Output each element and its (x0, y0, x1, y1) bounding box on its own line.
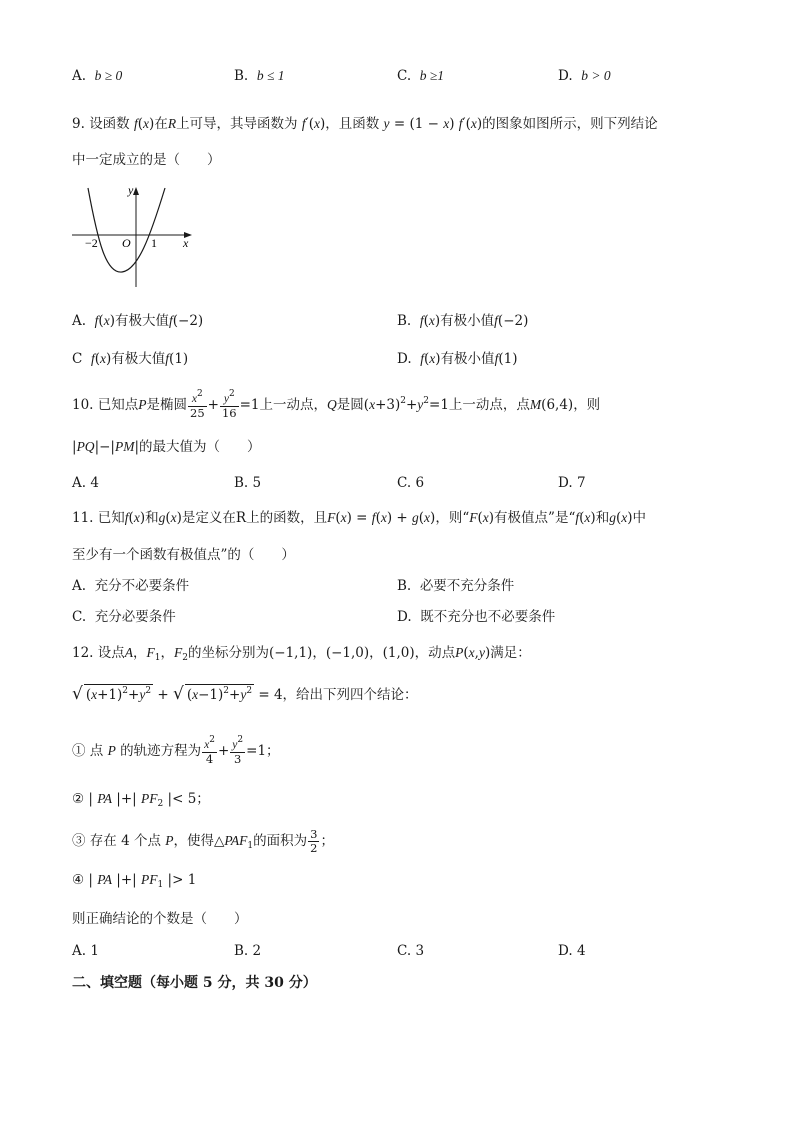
q9-option-b[interactable]: B. f(x)有极小值f(−2) (397, 313, 529, 329)
q8-option-c[interactable]: C. b ≥1 (397, 68, 445, 84)
q9-stem-line2: 中一定成立的是（ ） (72, 152, 221, 168)
parabola-curve (88, 188, 165, 272)
q9-function-graph (70, 182, 195, 292)
q9-stem-line1: 9. 设函数 f(x)在R上可导，其导函数为 f′(x)，且函数 y = (1 − x) f′(x)的图象如图所示，则下列结论 (72, 116, 658, 132)
q9-option-a[interactable]: A. f(x)有极大值f(−2) (72, 313, 204, 329)
q10-option-b[interactable]: B. 5 (234, 475, 262, 491)
q12-conclusion-2: ② | PA |+| $PF_2$ |< 5； (72, 791, 210, 809)
q10-option-c[interactable]: C. 6 (397, 475, 425, 491)
q11-stem-line2: 至少有一个函数有极值点”的（ ） (72, 547, 295, 563)
q12-conclusion-3: ③ 存在 4 个点 P，使得$\triangle PAF_1$的面积为 $\frac{3}{2}$ ； (72, 827, 334, 855)
q12-option-d[interactable]: D. 4 (558, 943, 586, 959)
q12-stem-line1: 12. 设点A，$F_1$，$F_2$的坐标分别为(−1,1)，(−1,0)，(1,0)，动点P(x,y)满足： (72, 645, 531, 663)
q11-option-c[interactable]: C. 充分必要条件 (72, 609, 176, 625)
q8-option-a[interactable]: A. b ≥ 0 (72, 68, 123, 84)
tick-label-neg2: −2 (85, 236, 98, 250)
x-axis-label: x (183, 236, 189, 250)
q11-option-d[interactable]: D. 既不充分也不必要条件 (397, 609, 556, 625)
q11-option-a[interactable]: A. 充分不必要条件 (72, 578, 190, 594)
tick-label-1: 1 (151, 236, 157, 250)
q12-stem-line2: √ $(x+1)^2+y^2$ + √ $(x-1)^2+y^2 = 4$，给出下列四个结论： (72, 684, 418, 704)
y-axis-arrow (133, 187, 139, 195)
q8-option-b[interactable]: B. b ≤ 1 (234, 68, 285, 84)
y-axis-label: y (128, 183, 134, 197)
q12-option-c[interactable]: C. 3 (397, 943, 425, 959)
q12-conclusion-4: ④ | PA |+| $PF_1$ |> 1 (72, 872, 197, 890)
q10-stem-line2: |PQ|−|PM|的最大值为（ ） (72, 439, 261, 455)
section-heading-fill-in-blanks: 二、填空题（每小题 5 分，共 30 分） (72, 975, 317, 991)
q12-option-b[interactable]: B. 2 (234, 943, 262, 959)
q10-stem-line1: 10. 已知点P是椭圆 $\frac{x^2}{25}$ + $\frac{y^2}{16}$ =1上一动点，Q是圆$(x+3)^2+y^2=1$上一动点，点M(6,4)，则 (72, 388, 601, 420)
q8-option-d[interactable]: D. b > 0 (558, 68, 611, 84)
q12-conclusion-1: ① 点 P 的轨迹方程为 $\frac{x^2}{4}$ + $\frac{y^2}{3}$ =1； (72, 734, 280, 766)
q10-option-d[interactable]: D. 7 (558, 475, 586, 491)
q12-question: 则正确结论的个数是（ ） (72, 911, 248, 927)
q11-stem-line1: 11. 已知f(x)和g(x)是定义在R上的函数，且F(x) = f(x) + g(x)，则“F(x)有极值点”是“f(x)和g(x)中 (72, 510, 646, 526)
q10-option-a[interactable]: A. 4 (72, 475, 99, 491)
origin-label: O (122, 236, 131, 250)
q11-option-b[interactable]: B. 必要不充分条件 (397, 578, 515, 594)
q9-option-d[interactable]: D. f(x)有极小值f(1) (397, 351, 518, 367)
q12-option-a[interactable]: A. 1 (72, 943, 99, 959)
q9-option-c[interactable]: C f(x)有极大值f(1) (72, 351, 189, 367)
